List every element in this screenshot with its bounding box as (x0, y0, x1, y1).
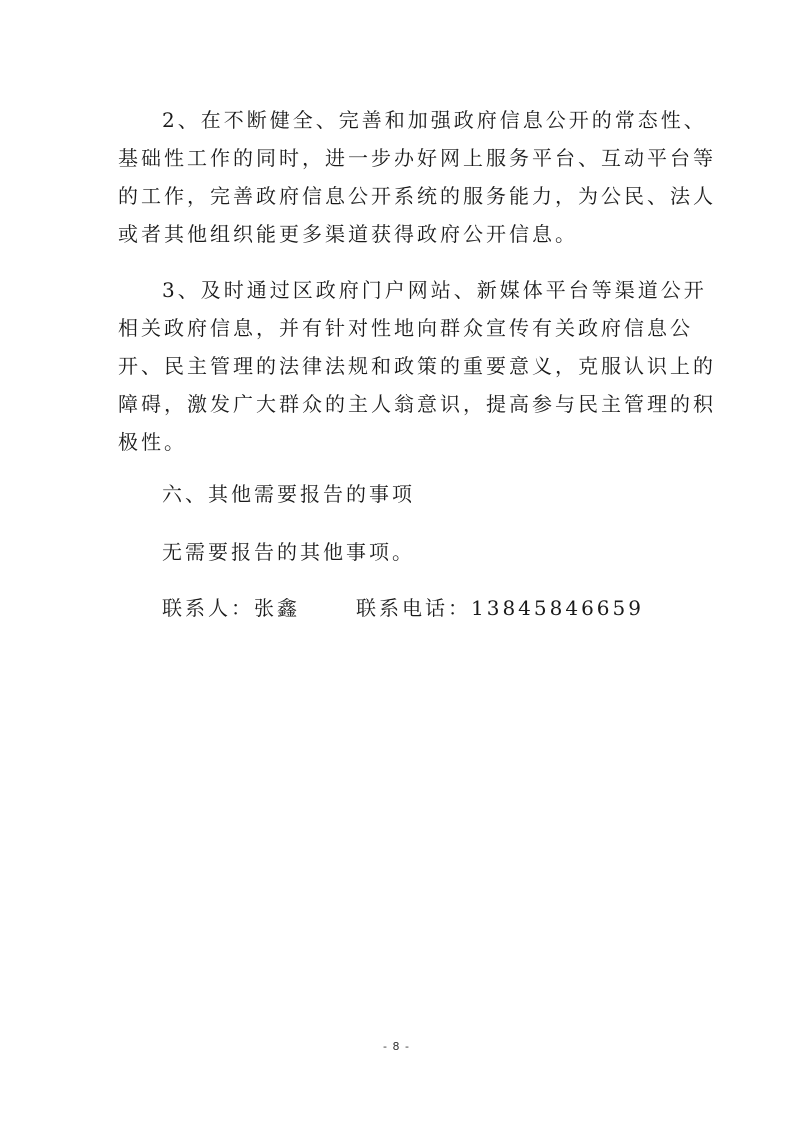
contact-phone: 13845846659 (471, 596, 644, 620)
section-body-text: 无需要报告的其他事项。 (162, 540, 415, 564)
paragraph-line: 2、在不断健全、完善和加强政府信息公开的常态性、 (162, 108, 707, 132)
paragraph-line: 的工作，完善政府信息公开系统的服务能力，为公民、法人 (118, 184, 716, 208)
paragraph-line: 极性。 (118, 430, 187, 454)
paragraph-3 (118, 271, 716, 461)
contact-line (118, 589, 683, 627)
paragraph-line: 基础性工作的同时，进一步办好网上服务平台、互动平台等 (118, 146, 716, 170)
contact-phone-label: 联系电话： (356, 596, 471, 620)
paragraph-line: 3、及时通过区政府门户网站、新媒体平台等渠道公开 (162, 278, 707, 302)
section-body (118, 533, 683, 571)
contact-row (118, 589, 683, 627)
contact-name: 张鑫 (254, 596, 300, 620)
contact-name-label: 联系人： (162, 596, 254, 620)
paragraph-line: 障碍，激发广大群众的主人翁意识，提高参与民主管理的积 (118, 392, 716, 416)
page-number: - 8 - (383, 1040, 410, 1053)
paragraph-line: 或者其他组织能更多渠道获得政府公开信息。 (118, 222, 578, 246)
paragraph-2 (118, 101, 716, 253)
paragraph-line: 相关政府信息，并有针对性地向群众宣传有关政府信息公 (118, 316, 693, 340)
paragraph-line: 开、民主管理的法律法规和政策的重要意义，克服认识上的 (118, 354, 716, 378)
section-heading (118, 475, 683, 513)
section-heading-text: 六、其他需要报告的事项 (162, 482, 415, 506)
